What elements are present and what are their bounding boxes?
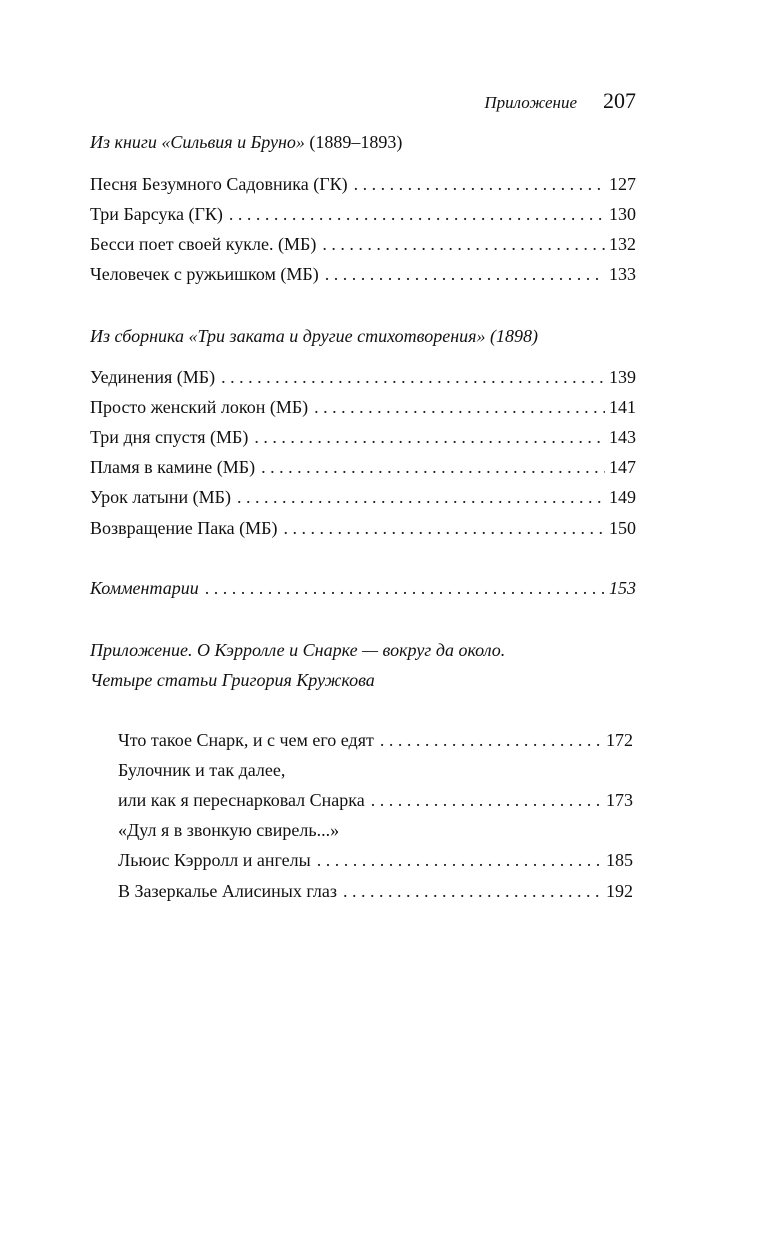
dot-leader — [317, 850, 602, 871]
toc-entry-page: 149 — [609, 487, 636, 507]
dot-leader — [325, 264, 605, 285]
toc-entry-page: 141 — [609, 397, 636, 417]
dot-leader — [254, 427, 605, 448]
toc-entry-page: 192 — [606, 881, 633, 901]
dot-leader — [371, 790, 602, 811]
section-title-text: Из книги «Сильвия и Бруно» — [90, 132, 305, 152]
toc-entry-page: 139 — [609, 367, 636, 387]
dot-leader — [343, 881, 602, 902]
toc-entry[interactable] — [90, 234, 636, 260]
toc-entry-title-line1: «Дул я в звонкую свирель...» — [118, 820, 340, 840]
toc-entry[interactable] — [90, 174, 636, 200]
section-years: (1889–1893) — [309, 132, 403, 152]
toc-entry-title: Три дня спустя (МБ) — [90, 427, 249, 447]
appendix-title-line1: Приложение. О Кэрролле и Снарке — вокруг да около. — [90, 640, 506, 660]
toc-entry-title: Песня Безумного Садовника (ГК) — [90, 174, 348, 194]
toc-entry-title: Человечек с ружьишком (МБ) — [90, 264, 319, 284]
dot-leader — [261, 457, 605, 478]
toc-entry-page: 143 — [609, 427, 636, 447]
toc-entry[interactable] — [90, 264, 636, 290]
toc-entry-page: 132 — [609, 234, 636, 254]
toc-entry-page: 150 — [609, 518, 636, 538]
toc-entry-title: Что такое Снарк, и с чем его едят — [118, 730, 374, 750]
toc-entry[interactable] — [90, 427, 636, 453]
dot-leader — [237, 487, 605, 508]
toc-entry-title: Возвращение Пака (МБ) — [90, 518, 278, 538]
toc-entry-page: 185 — [606, 850, 633, 870]
toc-entry-page: 172 — [606, 730, 633, 750]
toc-entry[interactable] — [90, 518, 636, 544]
dot-leader — [229, 204, 605, 225]
toc-entry-title: Три Барсука (ГК) — [90, 204, 223, 224]
toc-entry[interactable] — [118, 881, 633, 907]
toc-entry-title: Просто женский локон (МБ) — [90, 397, 309, 417]
toc-entry[interactable] — [90, 204, 636, 230]
toc-entry-title: Льюис Кэрролл и ангелы — [118, 850, 311, 870]
appendix-title-line2: Четыре статьи Григория Кружкова — [90, 670, 375, 690]
toc-entry[interactable] — [90, 367, 636, 393]
toc-entry[interactable] — [90, 397, 636, 423]
toc-entry-title: Уединения (МБ) — [90, 367, 216, 387]
dot-leader — [354, 174, 605, 195]
toc-entry-page: 147 — [609, 457, 636, 477]
toc-entry[interactable] — [118, 850, 633, 876]
toc-entry-page: 173 — [606, 790, 633, 810]
dot-leader — [322, 234, 605, 255]
toc-entry-title: В Зазеркалье Алисиных глаз — [118, 881, 337, 901]
toc-entry-title: Пламя в камине (МБ) — [90, 457, 256, 477]
dot-leader — [314, 397, 605, 418]
running-header — [90, 88, 636, 114]
toc-entry[interactable] — [90, 457, 636, 483]
dot-leader — [284, 518, 606, 539]
toc-entry-page: 130 — [609, 204, 636, 224]
toc-entry-title: Урок латыни (МБ) — [90, 487, 231, 507]
toc-entry-title-line1: Булочник и так далее, — [118, 760, 286, 780]
dot-leader — [205, 578, 605, 599]
toc-entry[interactable] — [90, 487, 636, 513]
running-header-title: Приложение — [484, 93, 577, 112]
toc-entry-title: Бесси поет своей кукле. (МБ) — [90, 234, 317, 254]
toc-entry[interactable] — [118, 730, 633, 756]
dot-leader — [380, 730, 602, 751]
section-title-sylvie-bruno — [90, 132, 402, 153]
toc-entry[interactable] — [118, 790, 633, 816]
page-number: 207 — [603, 88, 636, 113]
toc-entry-page: 133 — [609, 264, 636, 284]
toc-entry-page: 127 — [609, 174, 636, 194]
toc-entry-title: или как я переснарковал Снарка — [118, 790, 365, 810]
dot-leader — [221, 367, 605, 388]
toc-entry-page: 153 — [609, 578, 636, 598]
section-title-three-sunsets: Из сборника «Три заката и другие стихотворения» (1898) — [90, 326, 539, 346]
toc-entry-title: Комментарии — [90, 578, 199, 598]
toc-entry-commentary[interactable] — [90, 578, 636, 604]
